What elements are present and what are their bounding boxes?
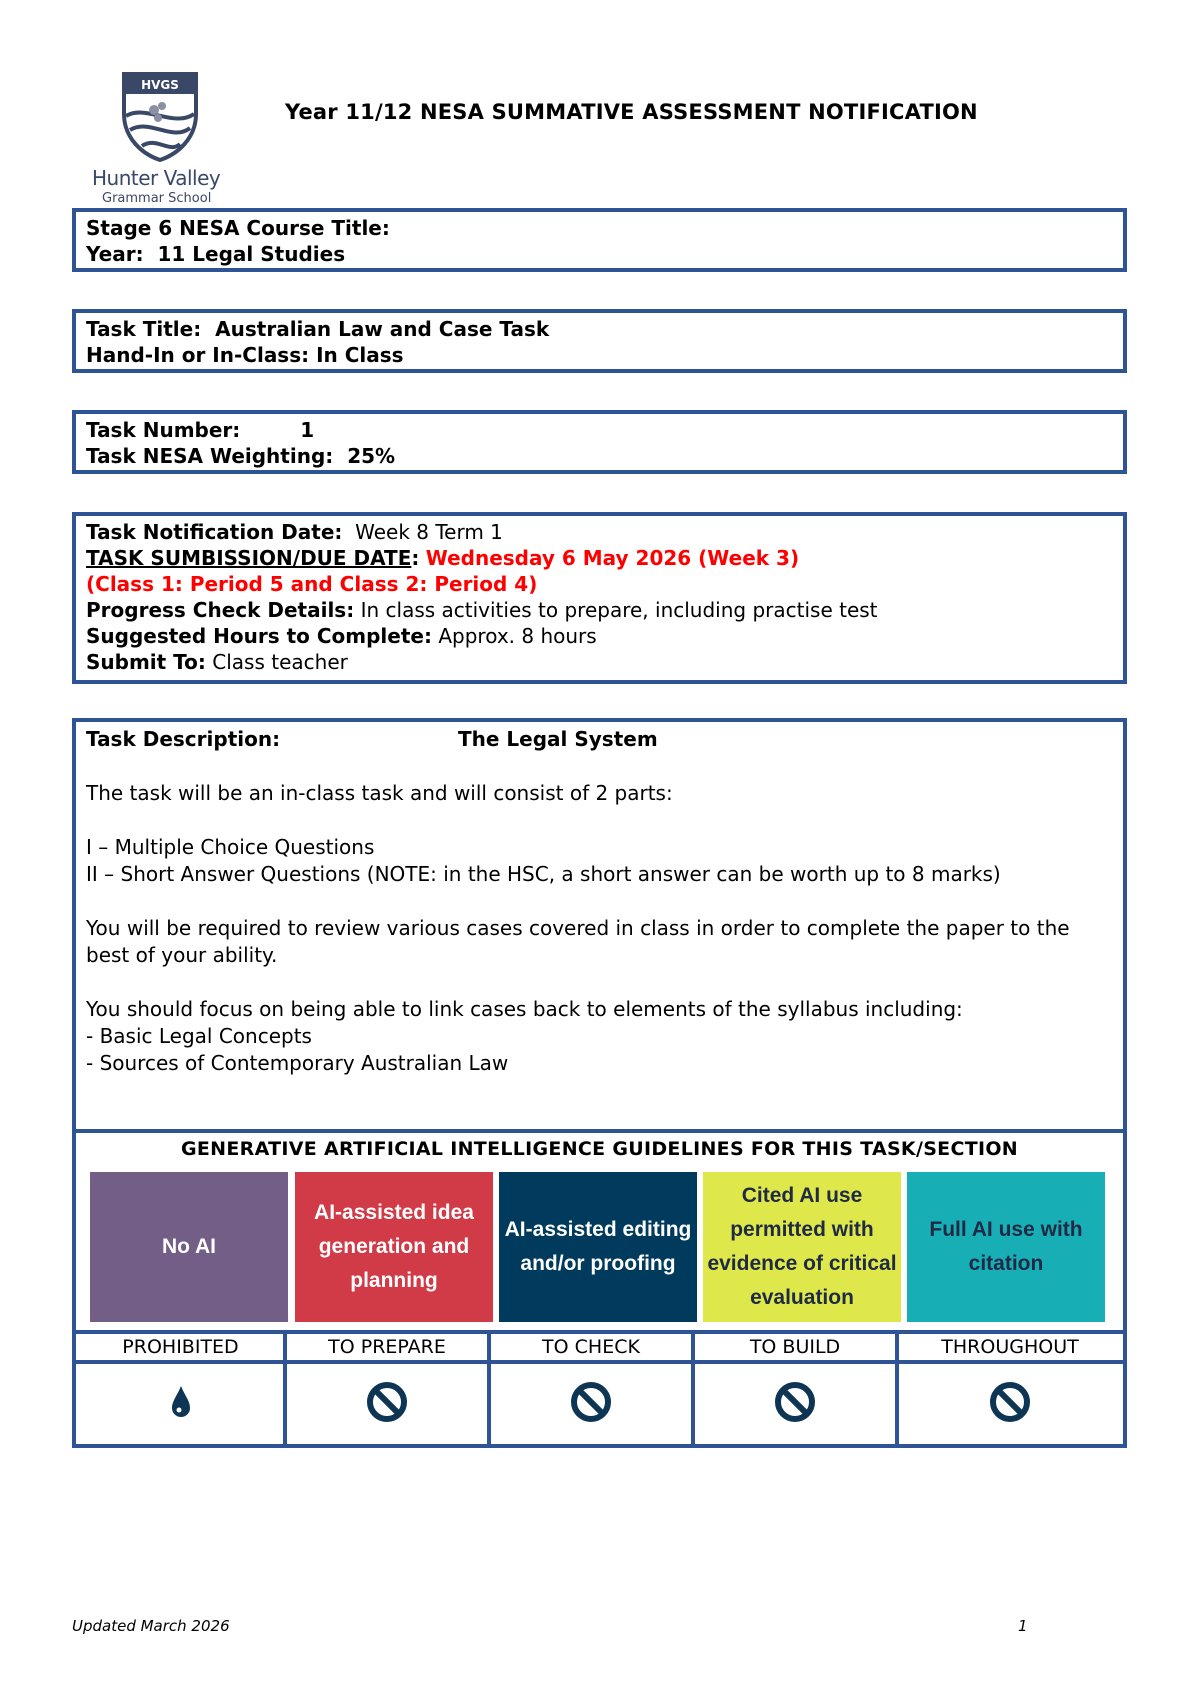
school-logo [84, 70, 234, 205]
ai-card-1: No AI [90, 1172, 288, 1322]
logo-text: HVGS [141, 78, 179, 92]
notification-date-line [86, 519, 1113, 545]
footer-updated: Updated March 2026 [72, 1617, 230, 1635]
task-number-value: 1 [300, 418, 315, 442]
progress-check-line [86, 597, 1113, 623]
task-mode-label: Hand-In or In-Class: [86, 343, 310, 367]
course-year-line [86, 241, 1113, 267]
notification-date-label: Task Notification Date: [86, 520, 343, 544]
description-part2: II – Short Answer Questions (NOTE: in the HSC, a short answer can be worth up to 8 marks) [86, 862, 1001, 886]
column-divider [283, 1330, 287, 1444]
description-item2: - Sources of Contemporary Australian Law [86, 1051, 509, 1075]
year-label: Year: [86, 242, 144, 266]
due-date-label: TASK SUMBISSION/DUE DATE [86, 546, 412, 570]
ai-card-3: AI-assisted editing and/or proofing [499, 1172, 697, 1322]
description-item1: - Basic Legal Concepts [86, 1024, 312, 1048]
task-mode-value: In Class [316, 343, 404, 367]
column-divider [895, 1330, 899, 1444]
ai-card-2: AI-assisted idea generation and planning [295, 1172, 493, 1322]
school-subtitle: Grammar School [102, 191, 212, 206]
ai-card-5: Full AI use with citation [907, 1172, 1105, 1322]
task-description-text [86, 726, 1116, 1077]
course-box [72, 208, 1127, 272]
description-label: Task Description: [86, 727, 281, 751]
prohibited-icon [988, 1380, 1032, 1424]
page-title: Year 11/12 NESA SUMMATIVE ASSESSMENT NOTIFICATION [285, 100, 978, 124]
footer-page-number: 1 [1018, 1617, 1028, 1635]
description-part1: I – Multiple Choice Questions [86, 835, 375, 859]
column-divider [487, 1330, 491, 1444]
ai-label-3: TO CHECK [542, 1336, 640, 1358]
submit-to-line [86, 649, 1113, 675]
ai-label-1: PROHIBITED [122, 1336, 239, 1358]
task-weight-value: 25% [347, 444, 396, 468]
prohibited-icon [569, 1380, 613, 1424]
task-mode-line [86, 342, 1113, 368]
description-focus: You should focus on being able to link cases back to elements of the syllabus including: [86, 997, 963, 1021]
selected-drop-icon [159, 1380, 203, 1424]
due-date-line: TASK SUMBISSION/DUE DATE: Wednesday 6 May 2026 (Week 3) [86, 546, 800, 570]
task-description-box [72, 718, 1127, 1448]
progress-check-label: Progress Check Details: [86, 598, 355, 622]
course-title-label: Stage 6 NESA Course Title: [86, 216, 390, 240]
description-intro: The task will be an in-class task and will consist of 2 parts: [86, 781, 673, 805]
school-name: Hunter Valley [92, 166, 221, 190]
task-number-label: Task Number: [86, 418, 241, 442]
task-number-box [72, 410, 1127, 474]
ai-label-row [76, 1330, 1123, 1364]
task-title-line [86, 316, 1113, 342]
ai-card-4: Cited AI use permitted with evidence of critical evaluation [703, 1172, 901, 1322]
suggested-hours-line [86, 623, 1113, 649]
class-periods: (Class 1: Period 5 and Class 2: Period 4) [86, 572, 538, 596]
prohibited-icon [773, 1380, 817, 1424]
prohibited-icon [365, 1380, 409, 1424]
column-divider [691, 1330, 695, 1444]
suggested-hours-label: Suggested Hours to Complete: [86, 624, 432, 648]
task-title-value: Australian Law and Case Task [215, 317, 550, 341]
suggested-hours-value: Approx. 8 hours [438, 624, 597, 648]
task-weight-label: Task NESA Weighting: [86, 444, 334, 468]
description-heading-line [86, 726, 1116, 753]
notification-date-value: Week 8 Term 1 [355, 520, 503, 544]
task-title-box [72, 309, 1127, 373]
ai-label-5: THROUGHOUT [941, 1336, 1079, 1358]
ai-label-2: TO PREPARE [328, 1336, 446, 1358]
shield-icon [120, 70, 200, 162]
ai-guidelines-heading: GENERATIVE ARTIFICIAL INTELLIGENCE GUIDELINES FOR THIS TASK/SECTION [181, 1138, 1018, 1160]
dates-box [72, 512, 1127, 684]
description-review: You will be required to review various cases covered in class in order to complete the paper to the best of your ability. [86, 916, 1070, 967]
ai-label-4: TO BUILD [749, 1336, 841, 1358]
progress-check-value: In class activities to prepare, including practise test [360, 598, 878, 622]
year-value: 11 Legal Studies [157, 242, 346, 266]
submit-to-label: Submit To: [86, 650, 206, 674]
task-weight-line [86, 443, 1113, 469]
task-number-line [86, 417, 1113, 443]
submit-to-value: Class teacher [212, 650, 348, 674]
section-divider [76, 1129, 1123, 1133]
due-date-value: Wednesday 6 May 2026 (Week 3) [425, 546, 800, 570]
task-title-label: Task Title: [86, 317, 202, 341]
description-topic: The Legal System [458, 727, 658, 751]
